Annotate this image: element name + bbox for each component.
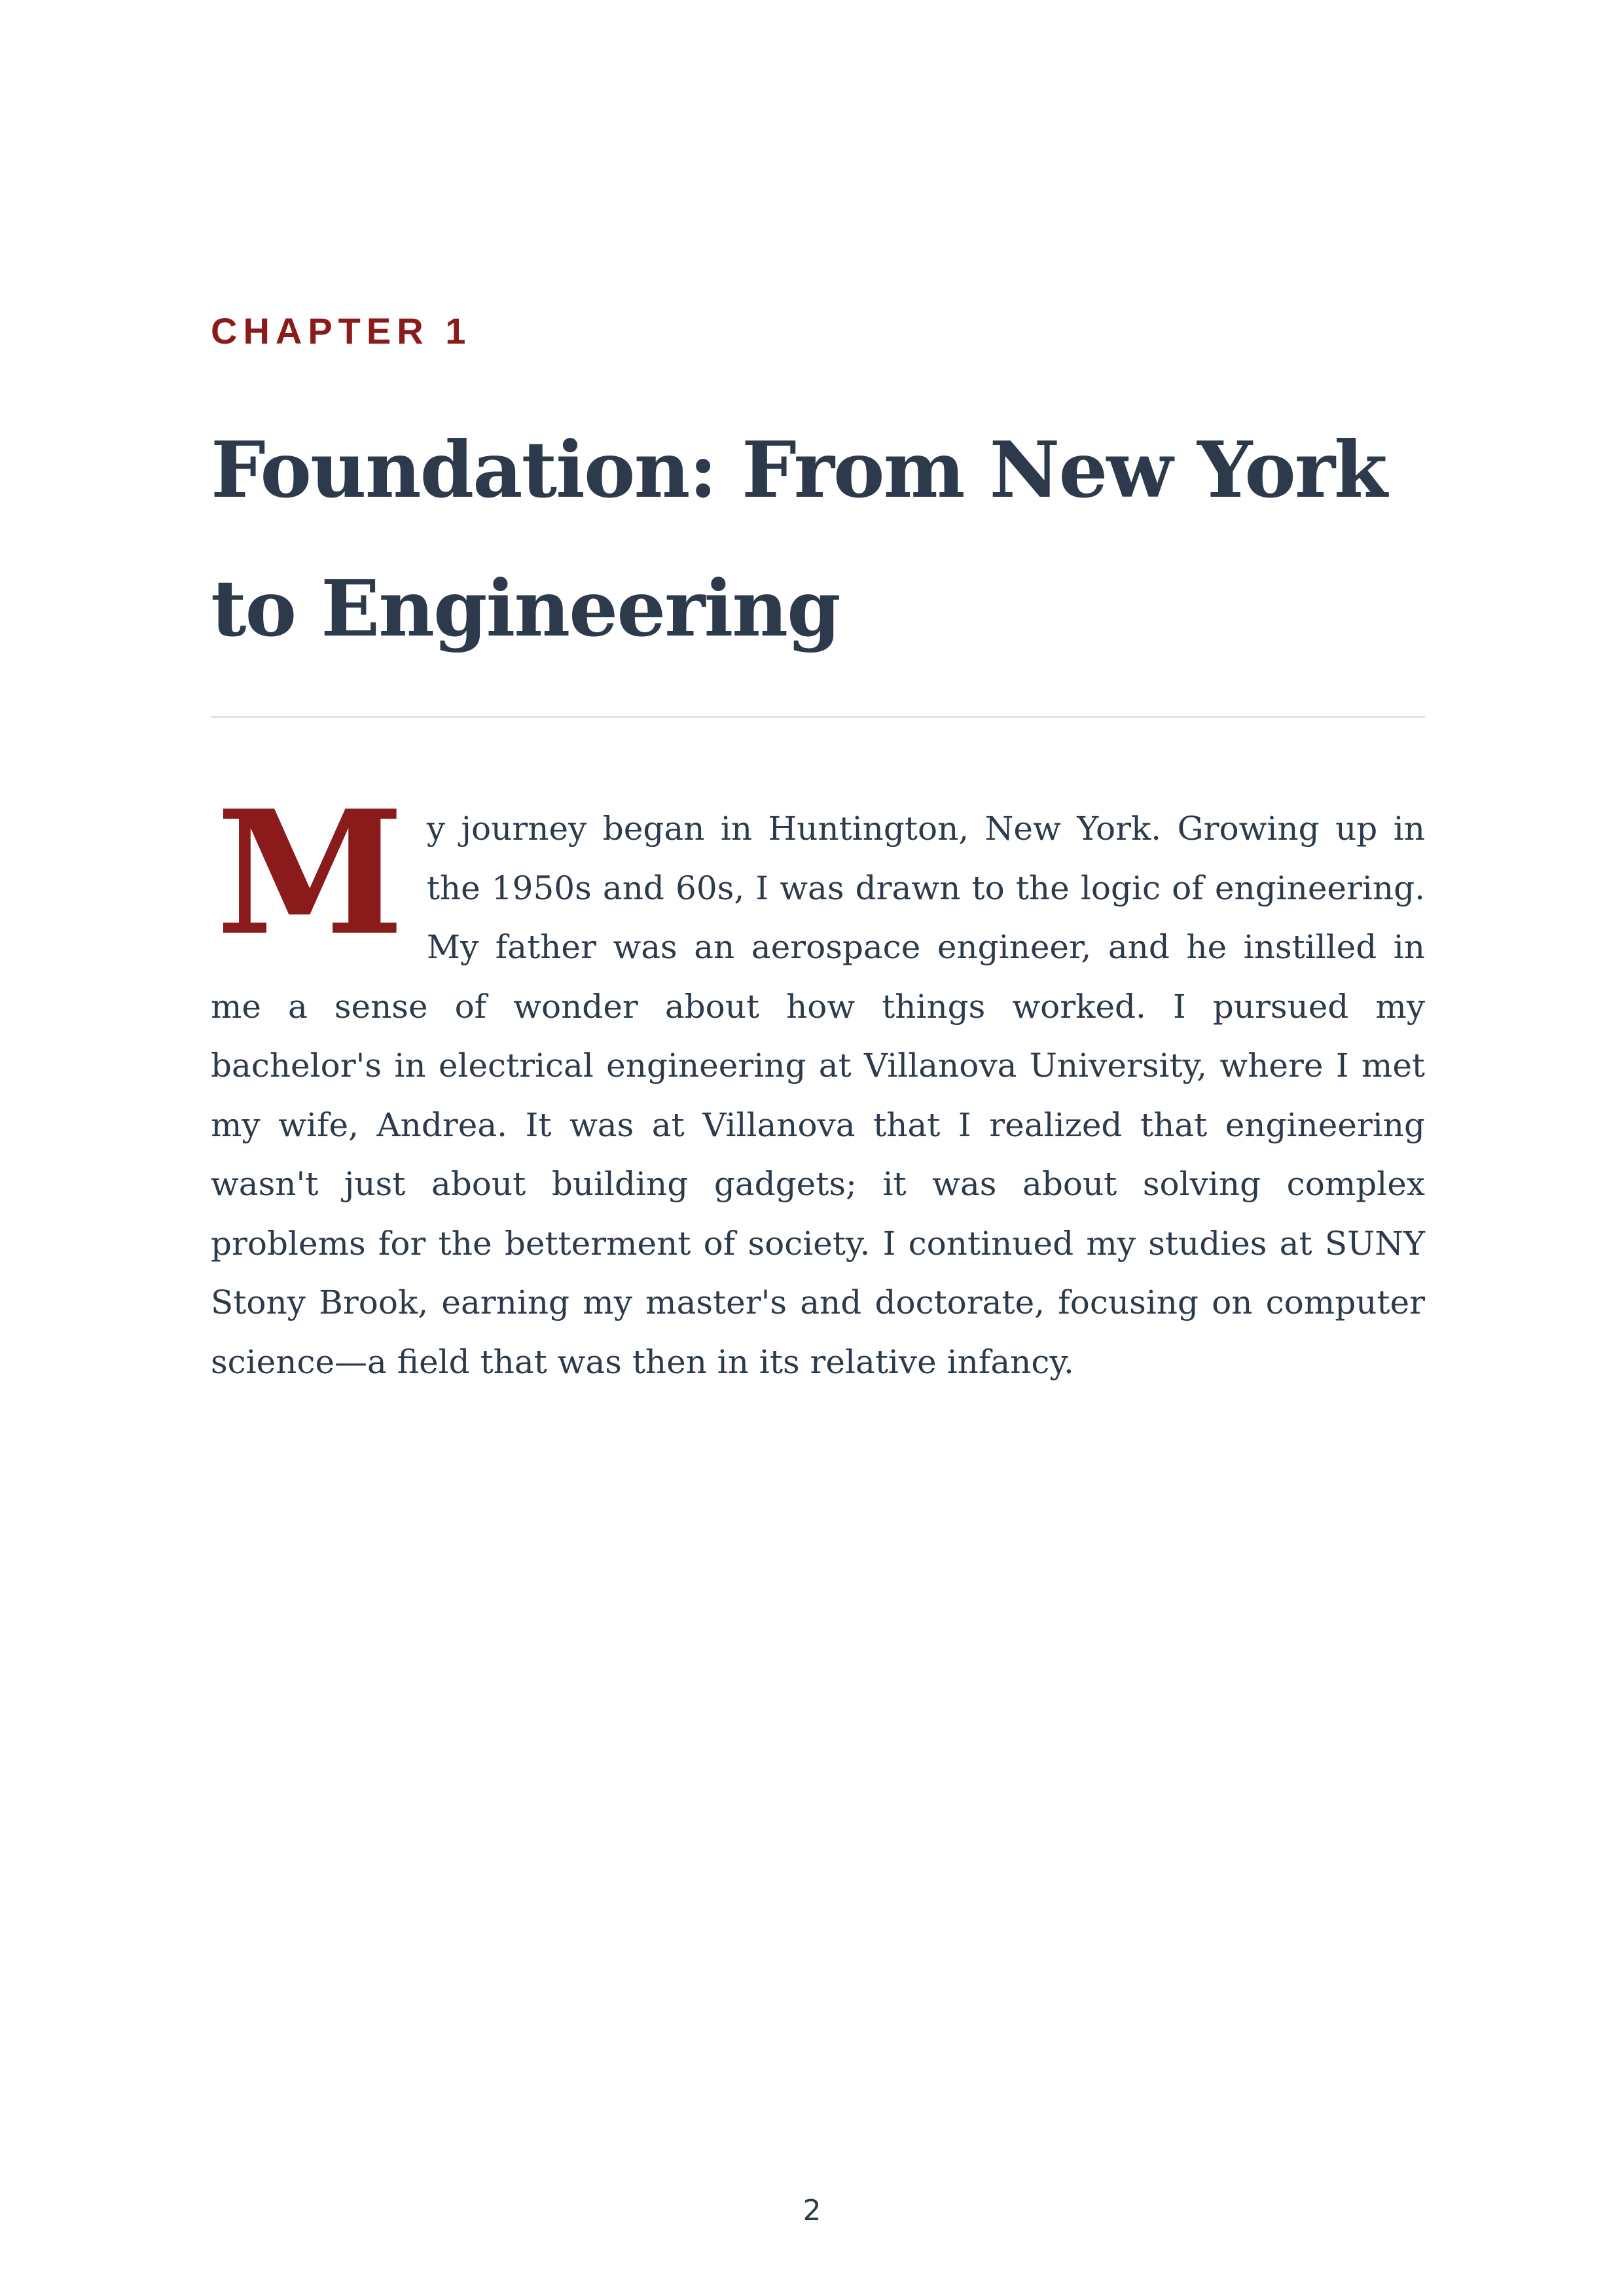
drop-cap: M xyxy=(216,774,405,973)
title-divider xyxy=(211,716,1425,718)
chapter-content xyxy=(211,308,1425,1391)
chapter-label: CHAPTER 1 xyxy=(211,310,472,351)
page-number: 2 xyxy=(803,2194,821,2227)
chapter-title: Foundation: From New York to Engineering xyxy=(211,424,1386,654)
paragraph-text: y journey began in Huntington, New York. Growing up in the 1950s and 60s, I was drawn to the logic of engineering. My father was an aerospace engineer, and he instilled in me a sense of wonder about how things worked. I pursued my bachelor's in electrical engineering at Villanova University, where I met my wife, Andrea. It was at Villanova that I realized that engineering wasn't just about building gadgets; it was about solving complex problems for the betterment of society. I continued my studies at SUNY Stony Brook, earning my master's and doctorate, focusing on computer science—a field that was then in its relative infancy. xyxy=(211,810,1425,1381)
chapter-paragraph xyxy=(211,774,1425,1391)
